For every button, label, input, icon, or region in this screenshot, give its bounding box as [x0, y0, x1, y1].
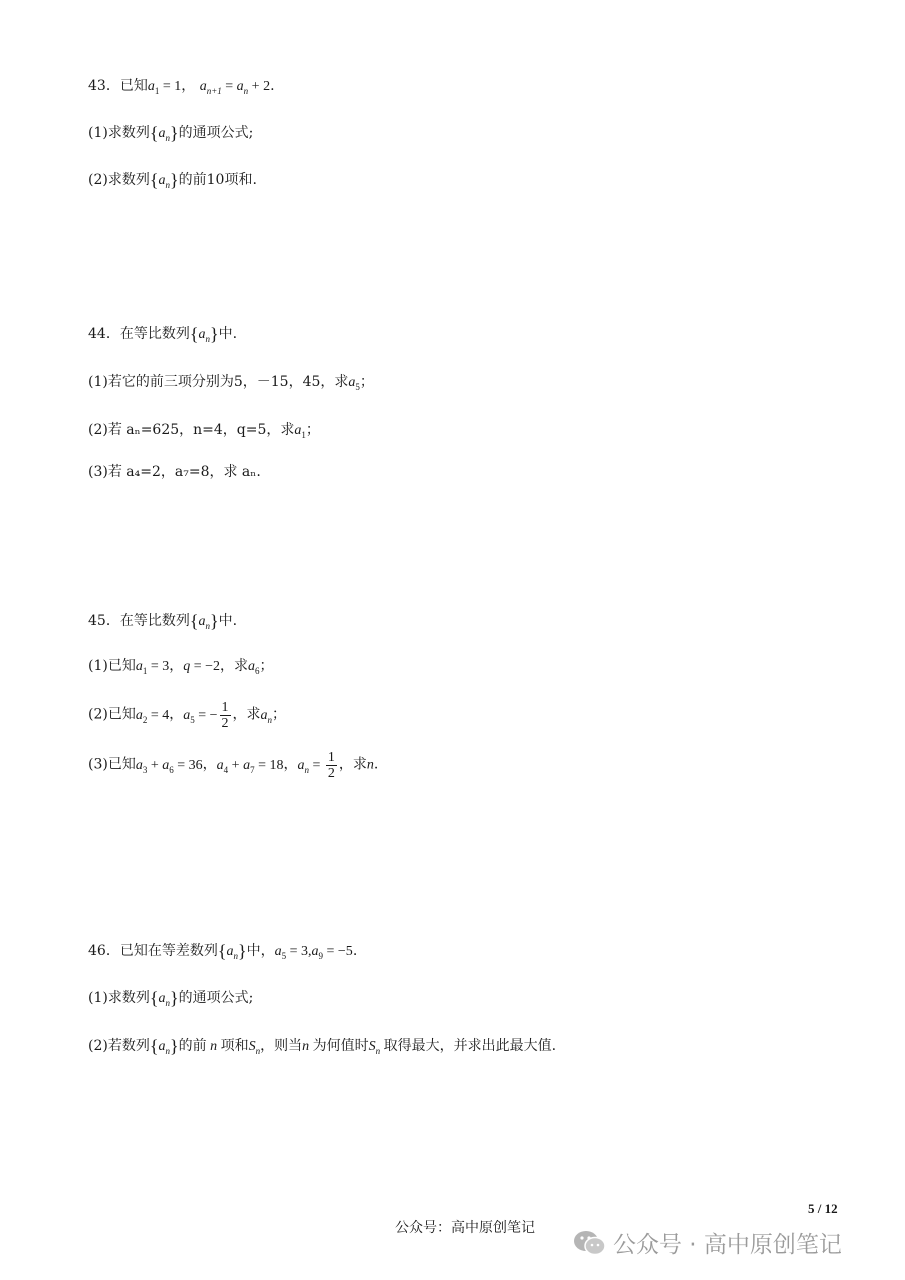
q43-part-1: (1)求数列$\{a_n\}$的通项公式; [88, 123, 254, 143]
q45-part-1: (1)已知$a_1 = 3$，q = −2，求$a_6$； [88, 658, 274, 676]
q44-part-3: (3)若 a₄=2，a₇=8，求 aₙ. [88, 464, 261, 480]
q45-stem: 45．在等比数列$\{a_n\}$中. [88, 611, 238, 631]
q46-number: 46． [88, 943, 120, 959]
q44-part-2: (2)若 aₙ=625，n=4，q=5，求$a_1$； [88, 422, 320, 440]
q46-stem: 46．已知在等差数列$\{a_n\}$中，$a_5 = 3,a_9 = -5$. [88, 941, 358, 961]
watermark [573, 1226, 842, 1259]
q44-number: 44． [88, 326, 120, 342]
wechat-icon [573, 1229, 607, 1257]
q44-part-1: (1)若它的前三项分别为5，－15，45，求$a_5$； [88, 374, 374, 392]
page-number: 5 / 12 [808, 1201, 838, 1216]
q45-part-3: (3)已知$a_3 + a_6 = 36$，$a_4 + a_7 = 18$，$a_n$ = $\frac{1}{2}$ ，求n. [88, 750, 379, 781]
q43-formula: $a_1 = 1$ [147, 79, 182, 96]
watermark-text: 公众号 · 高中原创笔记 [613, 1232, 842, 1258]
footer-account: 公众号：高中原创笔记 [395, 1220, 535, 1236]
q44-stem: 44．在等比数列$\{a_n\}$中. [88, 324, 238, 344]
q43-stem: 43．已知$a_1 = 1$， $a_{n+1} = a_n + 2$. [88, 78, 275, 96]
q43-number: 43． [88, 78, 120, 94]
q45-number: 45． [88, 613, 120, 629]
q46-part-2: (2)若数列$\{a_n\}$的前 n 项和$S_n$，则当n 为何值时$S_n$ 取得最大，并求出此最大值. [88, 1036, 557, 1056]
q43-part-2: (2)求数列$\{a_n\}$的前10项和. [88, 170, 257, 190]
q46-part-1: (1)求数列$\{a_n\}$的通项公式; [88, 988, 254, 1008]
q45-part-2: (2)已知$a_2 = 4$，$a_5$ = − $\frac{1}{2}$ ，求$a_n$； [88, 700, 287, 731]
